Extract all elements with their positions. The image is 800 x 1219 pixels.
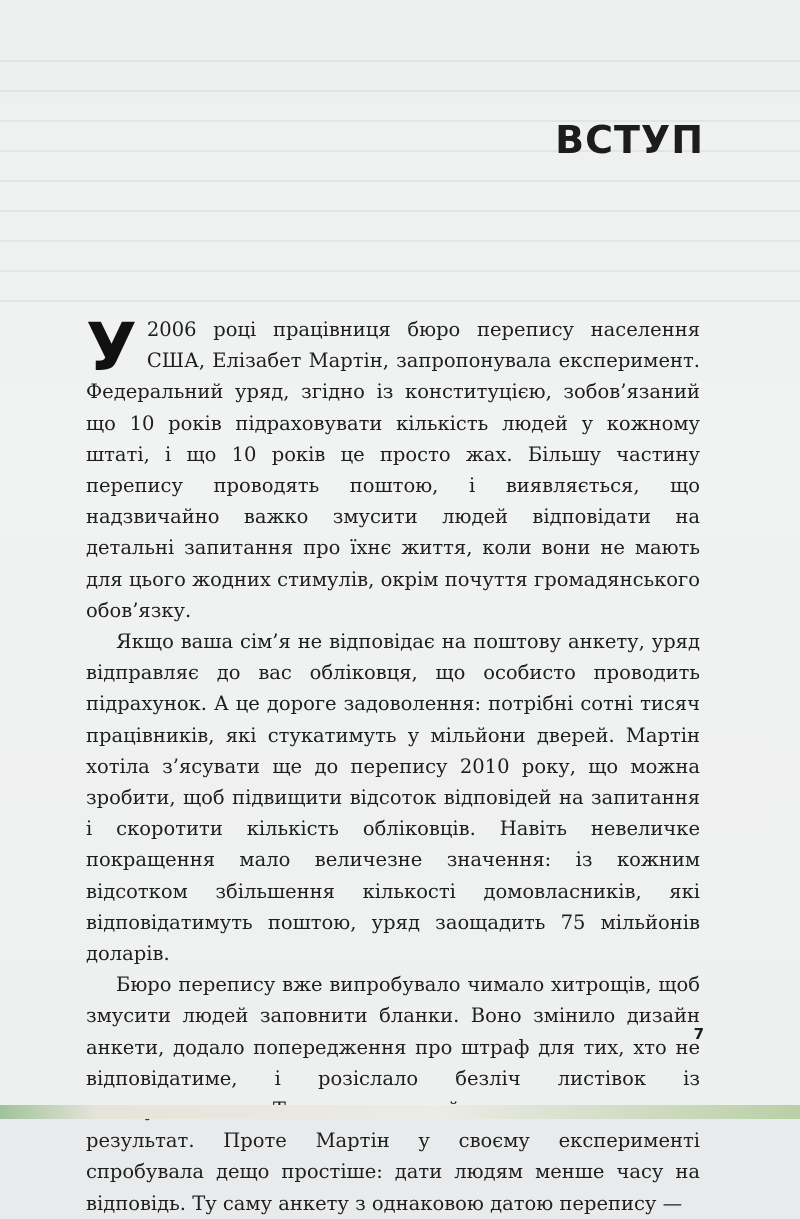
chapter-title: ВСТУП: [555, 118, 704, 162]
page-number: 7: [693, 1025, 704, 1043]
body-text: [86, 309, 700, 1219]
paragraph-1: [86, 309, 700, 626]
paragraph-1-text: 2006 році працівниця бюро перепису населення США, Елізабет Мартін, запропонувала експеримент. Федеральний уряд, згідно із конституцією, зобов’язаний що 10 років підраховувати кількість людей у кожному штаті, і що 10 років це просто жах. Більшу частину перепису проводять поштою, і виявляється, що надзвичайно важко змусити людей відповідати на детальні запитання про їхнє життя, коли вони не мають для цього жодних стимулів, окрім почуття громадянського обов’язку.: [86, 318, 700, 622]
page-bottom-edge: [0, 1105, 800, 1119]
paragraph-2: Якщо ваша сім’я не відповідає на поштову анкету, уряд відправляє до вас обліковця, що особисто проводить підрахунок. А це дороге задоволення: потрібні сотні тисяч працівників, які стукатимуть у мільйони дверей. Мартін хотіла з’ясувати ще до перепису 2010 року, що можна зробити, щоб підвищити відсоток відповідей на запитання і скоротити кількість обліковців. Навіть невеличке покращення мало величезне значення: із кожним відсотком збільшення кількості домовласників, які відповідатимуть поштою, уряд заощадить 75 мільйонів доларів.: [86, 630, 700, 966]
drop-cap: У: [86, 309, 137, 386]
paragraph-3: Бюро перепису вже випробувало чимало хитрощів, щоб змусити людей заповнити бланки. Воно змінило дизайн анкети, додало попередження про штраф для тих, хто не відповідатиме, і розіслало безліч листівок із результат. Проте Мартін у своєму експерименті спробувала дещо простіше: дати людям менше часу на відповідь. Ту саму анкету з однаковою датою перепису —: [86, 973, 700, 1215]
show-through-text: [0, 60, 800, 320]
